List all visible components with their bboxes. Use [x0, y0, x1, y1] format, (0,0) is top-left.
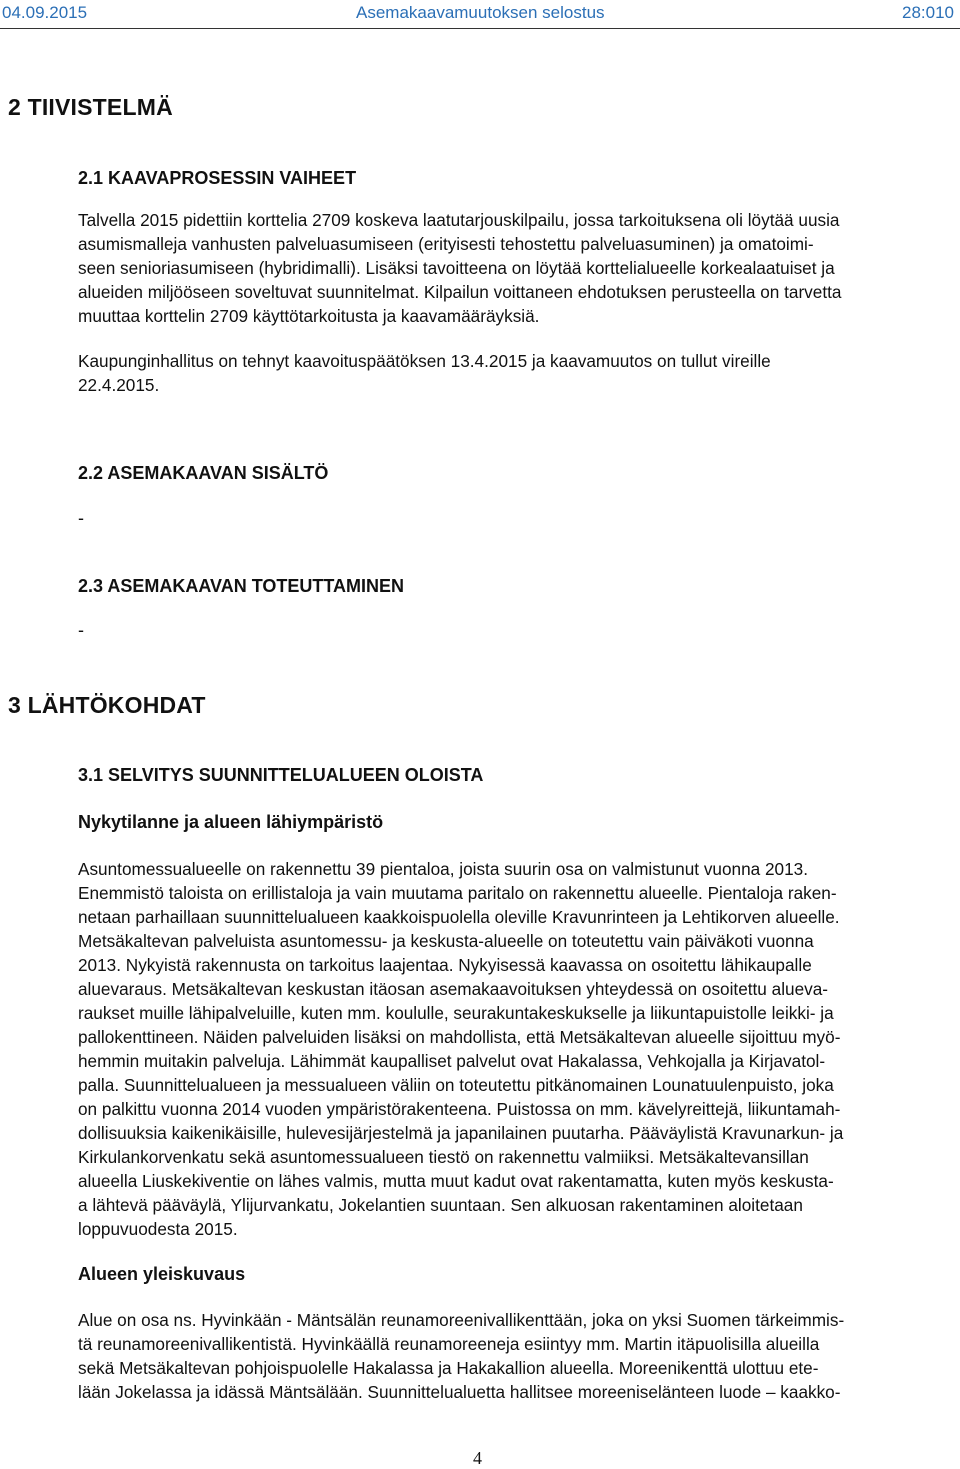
- text-line: aluevaraus. Metsäkaltevan keskustan itäosan asemakaavoituksen yhteydessä on osoitettu alueva-: [78, 979, 829, 999]
- text-line: hemmin muitakin palveluja. Lähimmät kaupalliset palvelut ovat Hakalassa, Vehkojalla ja Kirjavatol-: [78, 1051, 826, 1071]
- text-line: Talvella 2015 pidettiin korttelia 2709 koskeva laatutarjouskilpailu, jossa tarkoituksena oli löytää uusia: [78, 210, 840, 230]
- text-line: dollisuuksia kaikenikäisille, hulevesijärjestelmä ja japanilainen puutarha. Pääväylistä Kravunarkun- ja: [78, 1123, 844, 1143]
- block-heading-yleiskuvaus: Alueen yleiskuvaus: [78, 1264, 246, 1284]
- text-line: Enemmistö taloista on erillistaloja ja vain muutama paritalo on rakennettu alueelle. Pientaloja raken-: [78, 883, 837, 903]
- section-3-1-heading: 3.1 SELVITYS SUUNNITTELUALUEEN OLOISTA: [78, 765, 484, 785]
- header-date: 04.09.2015: [2, 3, 88, 22]
- text-line: asumismalleja vanhusten palveluasumiseen (erityisesti tehostettu palveluasuminen) ja omatoimi-: [78, 234, 814, 254]
- section-3-heading: 3 LÄHTÖKOHDAT: [8, 692, 206, 718]
- header-document-number: 28:010: [902, 3, 954, 22]
- text-line: Alue on osa ns. Hyvinkään - Mäntsälän reunamoreenivallikenttään, joka on yksi Suomen tärkeimmis-: [78, 1310, 845, 1330]
- text-line: Metsäkaltevan palveluista asuntomessu- ja keskusta-alueelle on toteutettu vain päiväkoti vuonna: [78, 931, 814, 951]
- text-line: tä reunamoreenivallikentistä. Hyvinkäällä reunamoreeneja esiintyy mm. Martin itäpuolisilla alueilla: [78, 1334, 820, 1354]
- section-2-heading: 2 TIIVISTELMÄ: [8, 94, 173, 120]
- section-2-1-paragraph-2: [78, 349, 771, 397]
- page-number: 4: [473, 1448, 482, 1468]
- text-line: loppuvuodesta 2015.: [78, 1219, 238, 1239]
- text-line: sekä Metsäkaltevan pohjoispuolelle Hakalassa ja Hakakallion alueella. Moreenikenttä ulottuu ete-: [78, 1358, 819, 1378]
- text-line: 2013. Nykyistä rakennusta on tarkoitus laajentaa. Nykyisessä kaavassa on osoitettu lähikaupalle: [78, 955, 812, 975]
- text-line: palla. Suunnittelualueen ja messualueen väliin on toteutettu pitkänomainen Lounatuulenpuisto, joka: [78, 1075, 834, 1095]
- yleiskuvaus-paragraph: [78, 1308, 844, 1404]
- section-2-3-content: -: [78, 620, 84, 640]
- section-2-1-heading: 2.1 KAAVAPROSESSIN VAIHEET: [78, 168, 357, 188]
- section-2-2-content: -: [78, 508, 84, 528]
- text-line: alueiden miljööseen soveltuvat suunnitelmat. Kilpailun voittaneen ehdotuksen perusteella on tarvetta: [78, 282, 842, 302]
- text-line: 22.4.2015.: [78, 375, 160, 395]
- section-2-1-paragraph-1: [78, 208, 841, 328]
- section-2-3-heading: 2.3 ASEMAKAAVAN TOTEUTTAMINEN: [78, 576, 405, 596]
- block-heading-nykytilanne: Nykytilanne ja alueen lähiympäristö: [78, 812, 384, 832]
- text-line: alueella Liuskekiventie on lähes valmis, mutta muut kadut ovat rakentamatta, kuten myös keskusta-: [78, 1171, 834, 1191]
- section-2-2-heading: 2.2 ASEMAKAAVAN SISÄLTÖ: [78, 463, 329, 483]
- text-line: pallokenttineen. Näiden palveluiden lisäksi on mahdollista, että Metsäkaltevan alueelle sijoittuu myö-: [78, 1027, 841, 1047]
- text-line: muuttaa korttelin 2709 käyttötarkoitusta ja kaavamääräyksiä.: [78, 306, 540, 326]
- text-line: lään Jokelassa ja idässä Mäntsälään. Suunnittelualuetta hallitsee moreeniselänteen luode – kaakko-: [78, 1382, 841, 1402]
- text-line: Kirkulankorvenkatu sekä asuntomessualueen tiestö on rakennettu valmiiksi. Metsäkaltevansillan: [78, 1147, 809, 1167]
- nykytilanne-paragraph: [78, 857, 843, 1241]
- text-line: seen senioriasumiseen (hybridimalli). Lisäksi tavoitteena on löytää korttelialueelle korkealaatuiset ja: [78, 258, 835, 278]
- text-line: Asuntomessualueelle on rakennettu 39 pientaloa, joista suurin osa on valmistunut vuonna 2013.: [78, 859, 808, 879]
- text-line: a lähtevä pääväylä, Ylijurvankatu, Jokelantien suuntaan. Sen alkuosan rakentaminen aloitetaan: [78, 1195, 803, 1215]
- text-line: on palkittu vuonna 2014 vuoden ympäristörakenteena. Puistossa on mm. kävelyreittejä, liikuntamah-: [78, 1099, 841, 1119]
- text-line: raukset muille lähipalveluille, kuten mm. koululle, seurakuntakeskukselle ja liikuntapuistolle leikki- ja: [78, 1003, 834, 1023]
- header-title: Asemakaavamuutoksen selostus: [356, 3, 605, 22]
- page-header: [0, 0, 960, 29]
- text-line: netaan parhaillaan suunnittelualueen kaakkoispuolella oleville Kravunrinteen ja Lehtikorven alueelle.: [78, 907, 840, 927]
- text-line: Kaupunginhallitus on tehnyt kaavoituspäätöksen 13.4.2015 ja kaavamuutos on tullut vireille: [78, 351, 771, 371]
